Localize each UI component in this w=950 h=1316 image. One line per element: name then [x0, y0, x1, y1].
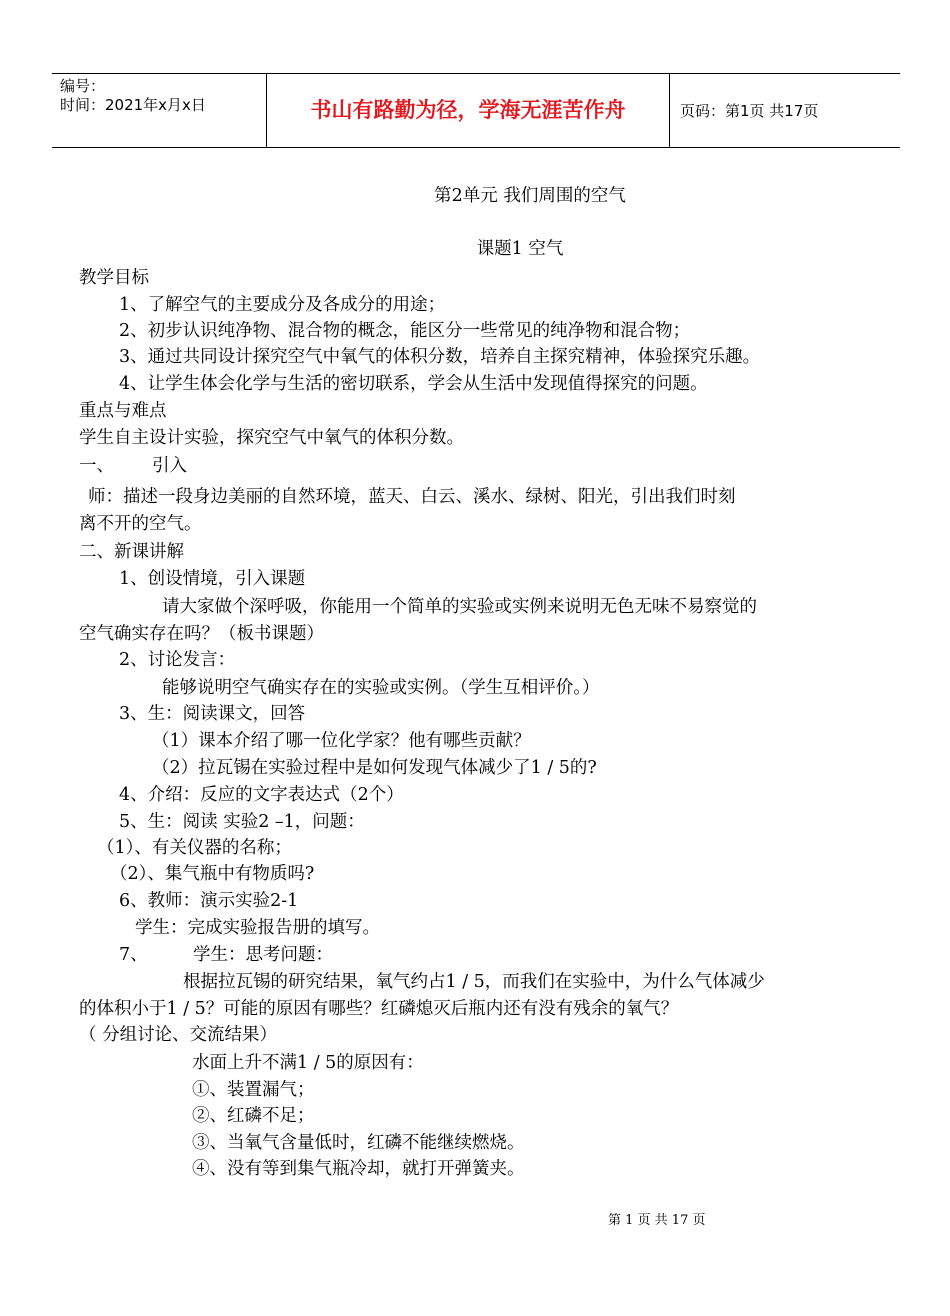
key-points-text: 学生自主设计实验，探究空气中氧气的体积分数。	[79, 428, 464, 448]
reason-2: ②、红磷不足；	[192, 1106, 315, 1126]
item-1: 1、创设情境，引入课题	[119, 569, 306, 589]
reasons-heading: 水面上升不满1 / 5的原因有：	[192, 1053, 424, 1073]
reason-4: ④、没有等到集气瓶冷却，就打开弹簧夹。	[192, 1159, 525, 1179]
item-7-number: 7、	[119, 945, 148, 965]
motto-text: 书山有路勤为径，学海无涯苦作舟	[310, 98, 626, 122]
item-3-question-2: （2）拉瓦锡在实验过程中是如何发现气体减少了1 / 5的?	[152, 758, 597, 778]
lesson-title: 课题1 空气	[476, 239, 564, 259]
item-2: 2、讨论发言：	[119, 650, 236, 670]
item-5-question-1: （1）、有关仪器的名称；	[97, 838, 292, 858]
document-number-label: 编号：	[60, 77, 106, 95]
reason-3: ③、当氧气含量低时，红磷不能继续燃烧。	[192, 1133, 525, 1153]
item-3-question-1: （1）课本介绍了哪一位化学家？他有哪些贡献？	[152, 731, 531, 751]
objective-4: 4、让学生体会化学与生活的密切联系，学会从生活中发现值得探究的问题。	[119, 374, 708, 394]
reason-1: ①、装置漏气；	[192, 1080, 315, 1100]
section-1-paragraph-line-1: 师：描述一段身边美丽的自然环境，蓝天、白云、溪水、绿树、阳光，引出我们时刻	[88, 487, 736, 507]
item-7-paragraph-line-2: 的体积小于1 / 5？可能的原因有哪些？红磷熄灭后瓶内还有没有残余的氧气？	[79, 999, 679, 1019]
objective-1: 1、了解空气的主要成分及各成分的用途；	[119, 295, 446, 315]
item-5-question-2: （2）、集气瓶中有物质吗?	[110, 864, 315, 884]
section-1-paragraph-line-2: 离不开的空气。	[79, 514, 202, 534]
item-7-paragraph-line-1: 根据拉瓦锡的研究结果，氧气约占1 / 5，而我们在实验中，为什么气体减少	[183, 972, 765, 992]
section-2-title: 二、新课讲解	[79, 542, 184, 562]
section-1-number: 一、	[79, 456, 114, 476]
item-1-paragraph-line-2: 空气确实存在吗？（板书课题）	[79, 624, 324, 644]
item-6-paragraph: 学生：完成实验报告册的填写。	[135, 918, 380, 938]
key-points-heading: 重点与难点	[79, 401, 167, 421]
section-1-title: 引入	[152, 456, 187, 476]
item-7-paragraph-line-3: （ 分组讨论、交流结果）	[79, 1025, 278, 1045]
item-7-title: 学生：思考问题：	[193, 945, 333, 965]
item-1-paragraph-line-1: 请大家做个深呼吸，你能用一个简单的实验或实例来说明无色无味不易察觉的	[162, 597, 757, 617]
item-5: 5、生：阅读 实验2 –1，问题：	[119, 812, 365, 832]
unit-title: 第2单元 我们周围的空气	[434, 186, 626, 206]
header-page-number: 页码：第1页 共17页	[680, 102, 819, 120]
objectives-heading: 教学目标	[79, 268, 149, 288]
header-page-cell	[670, 74, 900, 147]
item-4: 4、介绍：反应的文字表达式（2个）	[119, 785, 404, 805]
item-2-paragraph: 能够说明空气确实存在的实验或实例。（学生互相评价。）	[162, 678, 600, 698]
header-info-cell	[52, 74, 267, 147]
objective-3: 3、通过共同设计探究空气中氧气的体积分数，培养自主探究精神，体验探究乐趣。	[119, 347, 761, 367]
objective-2: 2、初步认识纯净物、混合物的概念，能区分一些常见的纯净物和混合物；	[119, 321, 691, 341]
document-date-label: 时间：2021年x月x日	[60, 96, 206, 114]
header-motto-cell	[267, 74, 670, 147]
header-table	[52, 73, 900, 148]
item-3: 3、生：阅读课文，回答	[119, 704, 306, 724]
item-6: 6、教师：演示实验2-1	[119, 891, 299, 911]
footer-page-number: 第 1 页 共 17 页	[608, 1213, 706, 1228]
